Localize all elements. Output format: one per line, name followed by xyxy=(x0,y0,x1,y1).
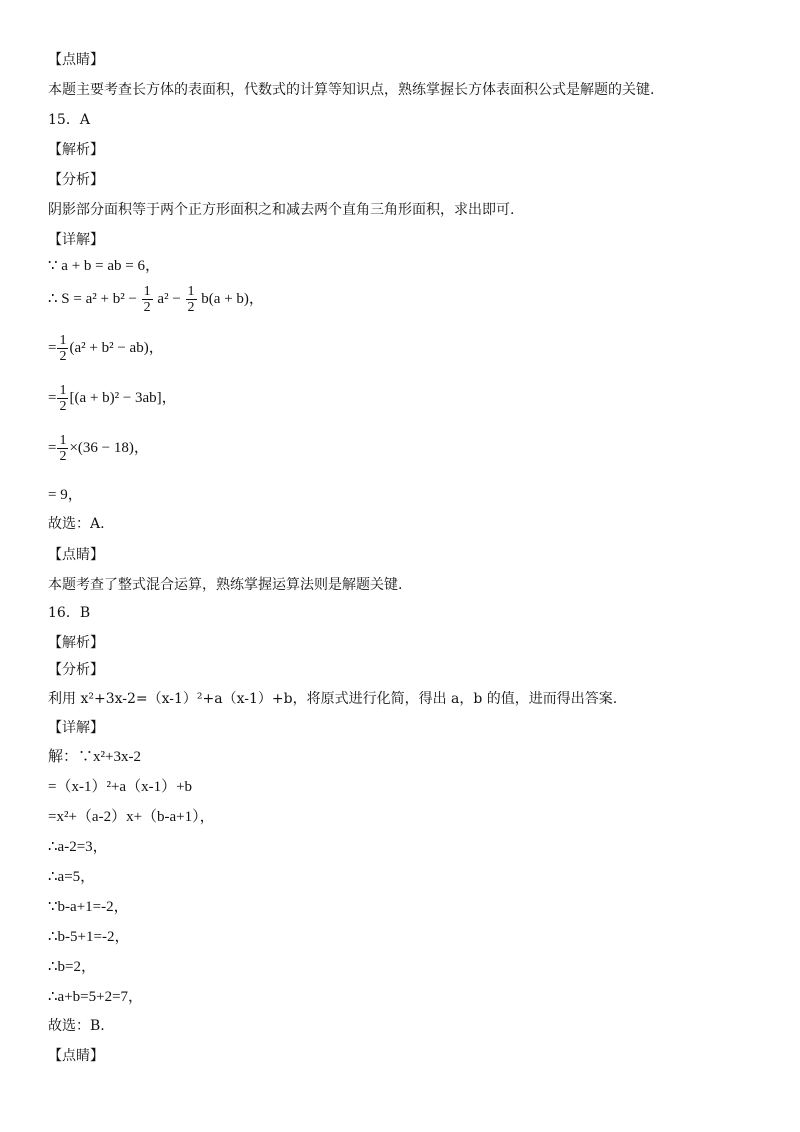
fraction: $\frac{1}{2}$ xyxy=(59,433,67,464)
heading-fenxi: 【分析】 xyxy=(48,172,104,188)
heading-jiexi: 【解析】 xyxy=(48,142,104,158)
question-number: 16．B xyxy=(48,605,91,621)
heading-jiexi: 【解析】 xyxy=(48,635,104,651)
heading-dianjing: 【点睛】 xyxy=(48,1048,104,1064)
equation-line: ∴b-5+1=-2， xyxy=(48,929,130,945)
conclusion: 故选：B. xyxy=(48,1018,105,1034)
equation-line: ∴ S = a² + b² − $\frac{1}{2}$ a² − $\frac{1}{2}$ b(a + b)， xyxy=(48,284,264,315)
fraction: $\frac{1}{2}$ xyxy=(59,333,67,364)
heading-xiangjie: 【详解】 xyxy=(48,720,104,736)
heading-xiangjie: 【详解】 xyxy=(48,232,104,248)
equation-line: ∴a+b=5+2=7， xyxy=(48,989,144,1005)
heading-fenxi: 【分析】 xyxy=(48,662,104,678)
equation-line: ∴b=2， xyxy=(48,959,97,975)
question-number: 15．A xyxy=(48,112,90,128)
equation-line: = $\frac{1}{2}$ ×(36 − 18)， xyxy=(48,433,149,464)
equation-line: 解：∵x²+3x-2 xyxy=(48,749,141,765)
equation-line: =x²+（a-2）x+（b-a+1）， xyxy=(48,809,215,825)
fraction: $\frac{1}{2}$ xyxy=(187,284,195,315)
equation-line: ∵ a + b = ab = 6， xyxy=(48,258,160,274)
paragraph: 本题考查了整式混合运算，熟练掌握运算法则是解题关键. xyxy=(48,577,403,593)
equation-line: ∴a=5， xyxy=(48,869,96,885)
equation-line: = 9， xyxy=(48,487,83,503)
heading-dianjing: 【点睛】 xyxy=(48,52,104,68)
conclusion: 故选：A. xyxy=(48,516,105,532)
equation-line: =（x-1）²+a（x-1）+b xyxy=(48,779,193,795)
equation-line: ∴a-2=3， xyxy=(48,839,108,855)
paragraph: 阴影部分面积等于两个正方形面积之和减去两个直角三角形面积，求出即可. xyxy=(48,202,515,218)
equation-line: = $\frac{1}{2}$ (a² + b² − ab)， xyxy=(48,333,164,364)
equation-line: ∵b-a+1=-2， xyxy=(48,899,129,915)
heading-dianjing: 【点睛】 xyxy=(48,547,104,563)
paragraph: 本题主要考查长方体的表面积，代数式的计算等知识点，熟练掌握长方体表面积公式是解题的关键. xyxy=(48,82,655,98)
fraction: $\frac{1}{2}$ xyxy=(143,284,151,315)
equation-line: = $\frac{1}{2}$ [(a + b)² − 3ab]， xyxy=(48,383,177,414)
fraction: $\frac{1}{2}$ xyxy=(59,383,67,414)
paragraph: 利用 x²+3x-2=（x-1）²+a（x-1）+b，将原式进行化简，得出 a，b 的值，进而得出答案. xyxy=(48,691,618,707)
